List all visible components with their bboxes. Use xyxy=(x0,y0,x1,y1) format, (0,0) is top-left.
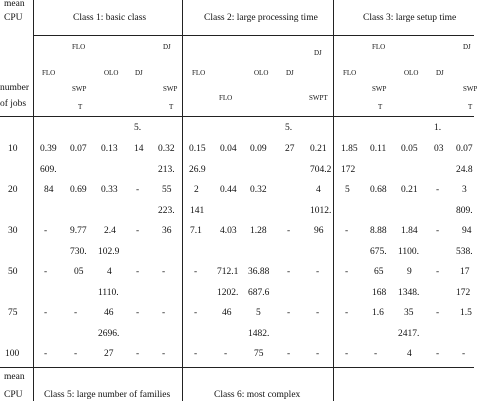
row-label: 75 xyxy=(8,308,18,318)
table-cell: - xyxy=(345,308,349,318)
column-subheader: SWPT xyxy=(309,94,328,102)
column-subheader: DJ xyxy=(135,69,143,77)
table-cell: 0.11 xyxy=(370,144,387,154)
table-cell: - xyxy=(436,267,440,277)
column-subheader: SWP xyxy=(163,85,178,93)
table-cell: 1110. xyxy=(98,288,119,298)
table-cell: 2.4 xyxy=(104,226,116,236)
table-cell: 8.88 xyxy=(370,226,387,236)
class-title: Class 3: large setup time xyxy=(363,13,457,23)
table-cell: 96 xyxy=(314,226,324,236)
table-cell: - xyxy=(162,308,166,318)
column-subheader: OLO xyxy=(254,69,269,77)
corner-header-cell: CPU xyxy=(4,13,23,23)
table-cell: 0.39 xyxy=(40,144,57,154)
vertical-rule xyxy=(33,367,34,401)
column-subheader: FLO xyxy=(372,43,386,51)
horizontal-rule xyxy=(34,35,474,36)
corner-header-cell: of jobs xyxy=(0,99,27,109)
table-cell: 4.03 xyxy=(220,226,237,236)
table-cell: - xyxy=(287,267,291,277)
table-cell: - xyxy=(136,185,140,195)
table-cell: 223. xyxy=(158,206,175,216)
table-cell: 17 xyxy=(460,267,470,277)
table-cell: - xyxy=(136,267,140,277)
table-cell: 0.07 xyxy=(456,144,473,154)
table-cell: 27 xyxy=(104,349,114,359)
vertical-rule xyxy=(333,0,334,367)
table-cell: - xyxy=(316,349,320,359)
table-cell: 2 xyxy=(194,185,199,195)
table-cell: 0.04 xyxy=(220,144,237,154)
column-subheader: DJ xyxy=(463,43,471,51)
table-cell: - xyxy=(44,226,48,236)
table-cell: 0.33 xyxy=(101,185,118,195)
table-cell: 213. xyxy=(158,165,175,175)
table-cell: 9.77 xyxy=(70,226,87,236)
table-cell: - xyxy=(194,267,198,277)
table-cell: 0.69 xyxy=(70,185,87,195)
table-cell: - xyxy=(462,349,466,359)
class-title: Class 2: large processing time xyxy=(204,13,318,23)
table-cell: 809. xyxy=(456,206,473,216)
table-cell: 0.68 xyxy=(370,185,387,195)
column-subheader: FLO xyxy=(42,69,56,77)
table-cell: - xyxy=(345,349,349,359)
column-subheader: T xyxy=(468,103,473,111)
table-cell: - xyxy=(224,349,228,359)
table-cell: 0.15 xyxy=(189,144,206,154)
table-cell: 4 xyxy=(107,267,112,277)
table-cell: 26.9 xyxy=(189,165,206,175)
horizontal-rule xyxy=(0,116,474,117)
table-cell: - xyxy=(44,349,48,359)
table-cell: 55 xyxy=(162,185,172,195)
vertical-rule xyxy=(333,367,334,401)
table-cell: 1348. xyxy=(398,288,420,298)
table-cell: - xyxy=(162,267,166,277)
table-cell: 712.1 xyxy=(217,267,239,277)
column-subheader: DJ xyxy=(314,49,322,57)
table-cell: 27 xyxy=(285,144,295,154)
table-cell: 141 xyxy=(190,206,205,216)
table-cell: 0.09 xyxy=(250,144,267,154)
table-cell: 5 xyxy=(345,185,350,195)
table-cell: - xyxy=(194,308,198,318)
table-cell: - xyxy=(194,349,198,359)
column-subheader: FLO xyxy=(72,43,86,51)
table-cell: 1.28 xyxy=(250,226,267,236)
table-cell: 687.6 xyxy=(248,288,270,298)
table-cell: 609. xyxy=(40,165,57,175)
column-subheader: T xyxy=(378,103,383,111)
table-cell: 35 xyxy=(404,308,414,318)
vertical-rule xyxy=(182,0,183,367)
column-subheader: FLO xyxy=(219,94,233,102)
table-cell: - xyxy=(136,226,140,236)
row-label: 10 xyxy=(8,144,18,154)
column-subheader: OLO xyxy=(404,69,419,77)
table-cell: 2417. xyxy=(398,329,420,339)
table-cell: - xyxy=(345,267,349,277)
table-cell: 94 xyxy=(462,226,472,236)
table-cell: - xyxy=(74,349,78,359)
table-cell: 0.21 xyxy=(310,144,327,154)
table-cell: - xyxy=(436,308,440,318)
table-cell: - xyxy=(436,349,440,359)
corner-header-cell: mean xyxy=(4,372,25,382)
table-cell: - xyxy=(345,226,349,236)
table-cell: - xyxy=(136,349,140,359)
corner-header-cell: mean xyxy=(4,0,25,9)
table-cell: 5. xyxy=(285,123,293,133)
column-subheader: SWP xyxy=(72,85,87,93)
table-cell: 1482. xyxy=(248,329,270,339)
horizontal-rule xyxy=(0,367,474,368)
column-subheader: FLO xyxy=(343,69,357,77)
column-subheader: OLO xyxy=(104,69,119,77)
column-subheader: SWP xyxy=(463,85,477,93)
table-cell: 0.32 xyxy=(250,185,267,195)
table-cell: - xyxy=(287,349,291,359)
table-cell: 0.07 xyxy=(70,144,87,154)
table-cell: 704.2 xyxy=(310,165,332,175)
table-cell: 172 xyxy=(456,288,471,298)
row-label: 100 xyxy=(5,349,20,359)
row-label: 50 xyxy=(8,267,18,277)
table-cell: 102.9 xyxy=(98,247,120,257)
row-label: 30 xyxy=(8,226,18,236)
table-cell: - xyxy=(44,267,48,277)
table-cell: 2696. xyxy=(98,329,120,339)
table-cell: 75 xyxy=(254,349,264,359)
table-cell: 172 xyxy=(341,165,356,175)
table-cell: - xyxy=(74,308,78,318)
table-cell: 36.88 xyxy=(248,267,270,277)
column-subheader: T xyxy=(78,103,83,111)
vertical-rule xyxy=(33,0,34,367)
table-cell: 1.84 xyxy=(401,226,418,236)
table-cell: 65 xyxy=(374,267,384,277)
table-cell: 36 xyxy=(162,226,172,236)
column-subheader: T xyxy=(169,103,174,111)
table-cell: 03 xyxy=(434,144,444,154)
corner-header-cell: number xyxy=(0,83,30,93)
table-cell: 9 xyxy=(407,267,412,277)
table-cell: 0.44 xyxy=(220,185,237,195)
column-subheader: DJ xyxy=(163,43,171,51)
column-subheader: DJ xyxy=(436,69,444,77)
table-cell: 5. xyxy=(134,123,142,133)
class-title: Class 1: basic class xyxy=(73,13,147,23)
corner-header-cell: CPU xyxy=(4,390,23,400)
table-cell: 0.05 xyxy=(401,144,418,154)
column-subheader: SWP xyxy=(372,85,387,93)
table-cell: 730. xyxy=(70,247,87,257)
table-cell: 4 xyxy=(407,349,412,359)
table-cell: - xyxy=(374,349,378,359)
table-cell: 14 xyxy=(134,144,144,154)
table-cell: 4 xyxy=(316,185,321,195)
table-cell: - xyxy=(162,349,166,359)
table-cell: 5 xyxy=(256,308,261,318)
table-cell: 3 xyxy=(462,185,467,195)
table-cell: 1012. xyxy=(310,206,332,216)
table-cell: 84 xyxy=(44,185,54,195)
row-label: 20 xyxy=(8,185,18,195)
table-cell: 1. xyxy=(434,123,442,133)
table-cell: 538. xyxy=(456,247,473,257)
table-cell: 1.85 xyxy=(341,144,358,154)
table-cell: 0.13 xyxy=(101,144,118,154)
table-cell: 1.6 xyxy=(372,308,384,318)
table-cell: - xyxy=(436,226,440,236)
column-subheader: FLO xyxy=(192,69,206,77)
table-cell: - xyxy=(316,308,320,318)
table-cell: 05 xyxy=(74,267,84,277)
table-cell: 46 xyxy=(104,308,114,318)
class-title: Class 5: large number of families xyxy=(44,390,171,400)
table-cell: 7.1 xyxy=(190,226,202,236)
table-cell: 1.5 xyxy=(460,308,472,318)
table-cell: - xyxy=(44,308,48,318)
table-cell: - xyxy=(287,226,291,236)
table-cell: 0.32 xyxy=(158,144,175,154)
vertical-rule xyxy=(182,367,183,401)
table-cell: - xyxy=(436,185,440,195)
table-cell: - xyxy=(287,308,291,318)
table-cell: 0.21 xyxy=(401,185,418,195)
table-cell: 1202. xyxy=(217,288,239,298)
table-cell: 168 xyxy=(372,288,387,298)
table-cell: - xyxy=(316,267,320,277)
table-cell: 1100. xyxy=(398,247,420,257)
table-cell: 46 xyxy=(222,308,232,318)
class-title: Class 6: most complex xyxy=(214,390,301,400)
table-cell: 24.8 xyxy=(456,165,473,175)
column-subheader: DJ xyxy=(286,69,294,77)
table-cell: 675. xyxy=(370,247,387,257)
table-cell: - xyxy=(136,308,140,318)
